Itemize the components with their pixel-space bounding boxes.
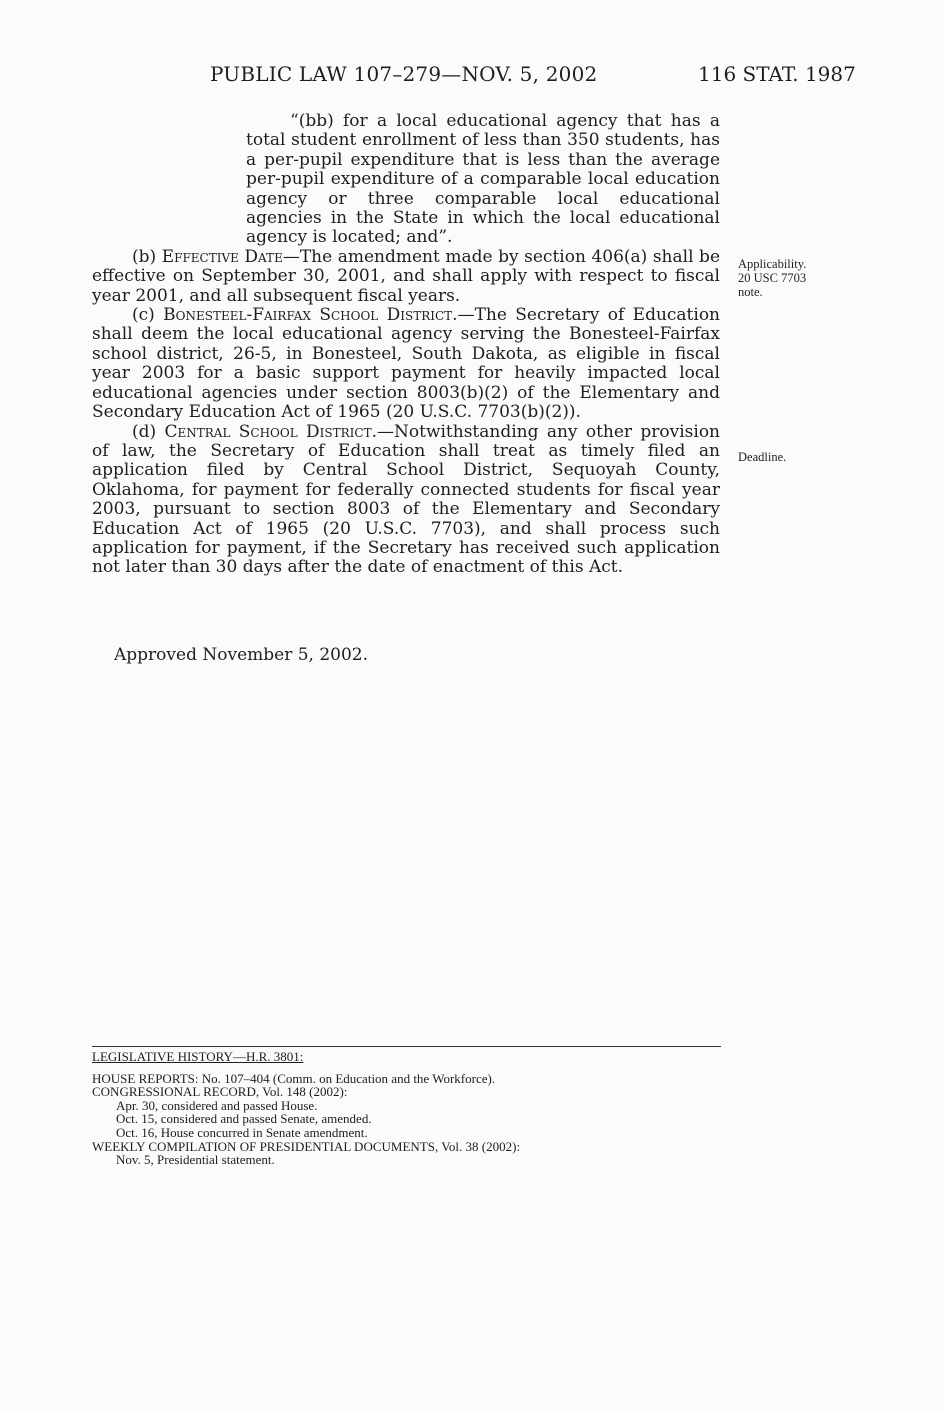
- legislative-history: [92, 1050, 732, 1167]
- page-header-title: PUBLIC LAW 107–279—NOV. 5, 2002: [210, 62, 598, 86]
- quoted-clause-bb: “(bb) for a local educational agency that has a total student enrollment of less than 350 students, has a per-pupil expenditure that is less than the average per-pupil expenditure of a comparable local education agency or three comparable local educational agencies in the State in which the local educational agency is located; and”.: [246, 111, 720, 248]
- margin-note-note: note.: [738, 285, 763, 299]
- law-body: [92, 112, 720, 578]
- subsection-c-text: .—The Secretary of Education shall deem the local educational agency serving the Bonesteel-Fairfax school district, 26-5, in Bonesteel, South Dakota, as eligible in fiscal year 2003 for a basic support payment for heavily impacted local educational agencies under section 8003(b)(2) of the Elementary and Secondary Education Act of 1965 (20 U.S.C. 7703(b)(2)).: [92, 305, 721, 423]
- subsection-c-heading: Bonesteel-Fairfax School District: [163, 305, 453, 326]
- history-entry: Oct. 15, considered and passed Senate, amended.: [116, 1111, 372, 1127]
- weekly-compilation: WEEKLY COMPILATION OF PRESIDENTIAL DOCUMENTS, Vol. 38 (2002):: [92, 1138, 521, 1154]
- margin-note-usc-citation: 20 USC 7703: [738, 271, 807, 285]
- statute-page-number: 116 STAT. 1987: [698, 62, 856, 86]
- weekly-compilation-entry: Nov. 5, Presidential statement.: [116, 1152, 275, 1168]
- margin-note-applicability: [738, 257, 806, 299]
- subsection-d: [92, 423, 720, 578]
- subsection-b: [92, 248, 720, 306]
- margin-note-deadline: Deadline.: [738, 450, 787, 464]
- subsection-d-text: .—Notwithstanding any other provision of law, the Secretary of Education shall treat as timely filed an application filed by Central School District, Sequoyah County, Oklahoma, for payment for federally connected students for fiscal year 2003, pursuant to section 8003 of the Elementary and Secondary Education Act of 1965 (20 U.S.C. 7703), and shall process such application for payment, if the Secretary has received such application not later than 30 days after the date of enactment of this Act.: [92, 421, 721, 578]
- history-entry: Apr. 30, considered and passed House.: [116, 1097, 318, 1113]
- subsection-b-heading: Effective Date: [161, 246, 283, 267]
- margin-note-applicability-label: Applicability.: [738, 257, 807, 271]
- approval-date: Approved November 5, 2002.: [114, 645, 369, 665]
- subsection-b-text: —The amendment made by section 406(a) shall be effective on September 30, 2001, and shall apply with respect to fiscal year 2001, and all subsequent fiscal years.: [92, 246, 720, 306]
- subsection-b-label: (b): [132, 246, 157, 267]
- legislative-history-title: LEGISLATIVE HISTORY—H.R. 3801:: [92, 1049, 304, 1064]
- house-reports: HOUSE REPORTS: No. 107–404 (Comm. on Education and the Workforce).: [92, 1070, 496, 1086]
- footnote-divider: [92, 1046, 721, 1047]
- subsection-c: [92, 306, 720, 422]
- history-entry: Oct. 16, House concurred in Senate amendment.: [116, 1124, 368, 1140]
- subsection-d-label: (d): [132, 421, 157, 442]
- subsection-d-heading: Central School District: [164, 421, 372, 442]
- subsection-c-label: (c): [132, 305, 155, 326]
- congressional-record: CONGRESSIONAL RECORD, Vol. 148 (2002):: [92, 1084, 348, 1100]
